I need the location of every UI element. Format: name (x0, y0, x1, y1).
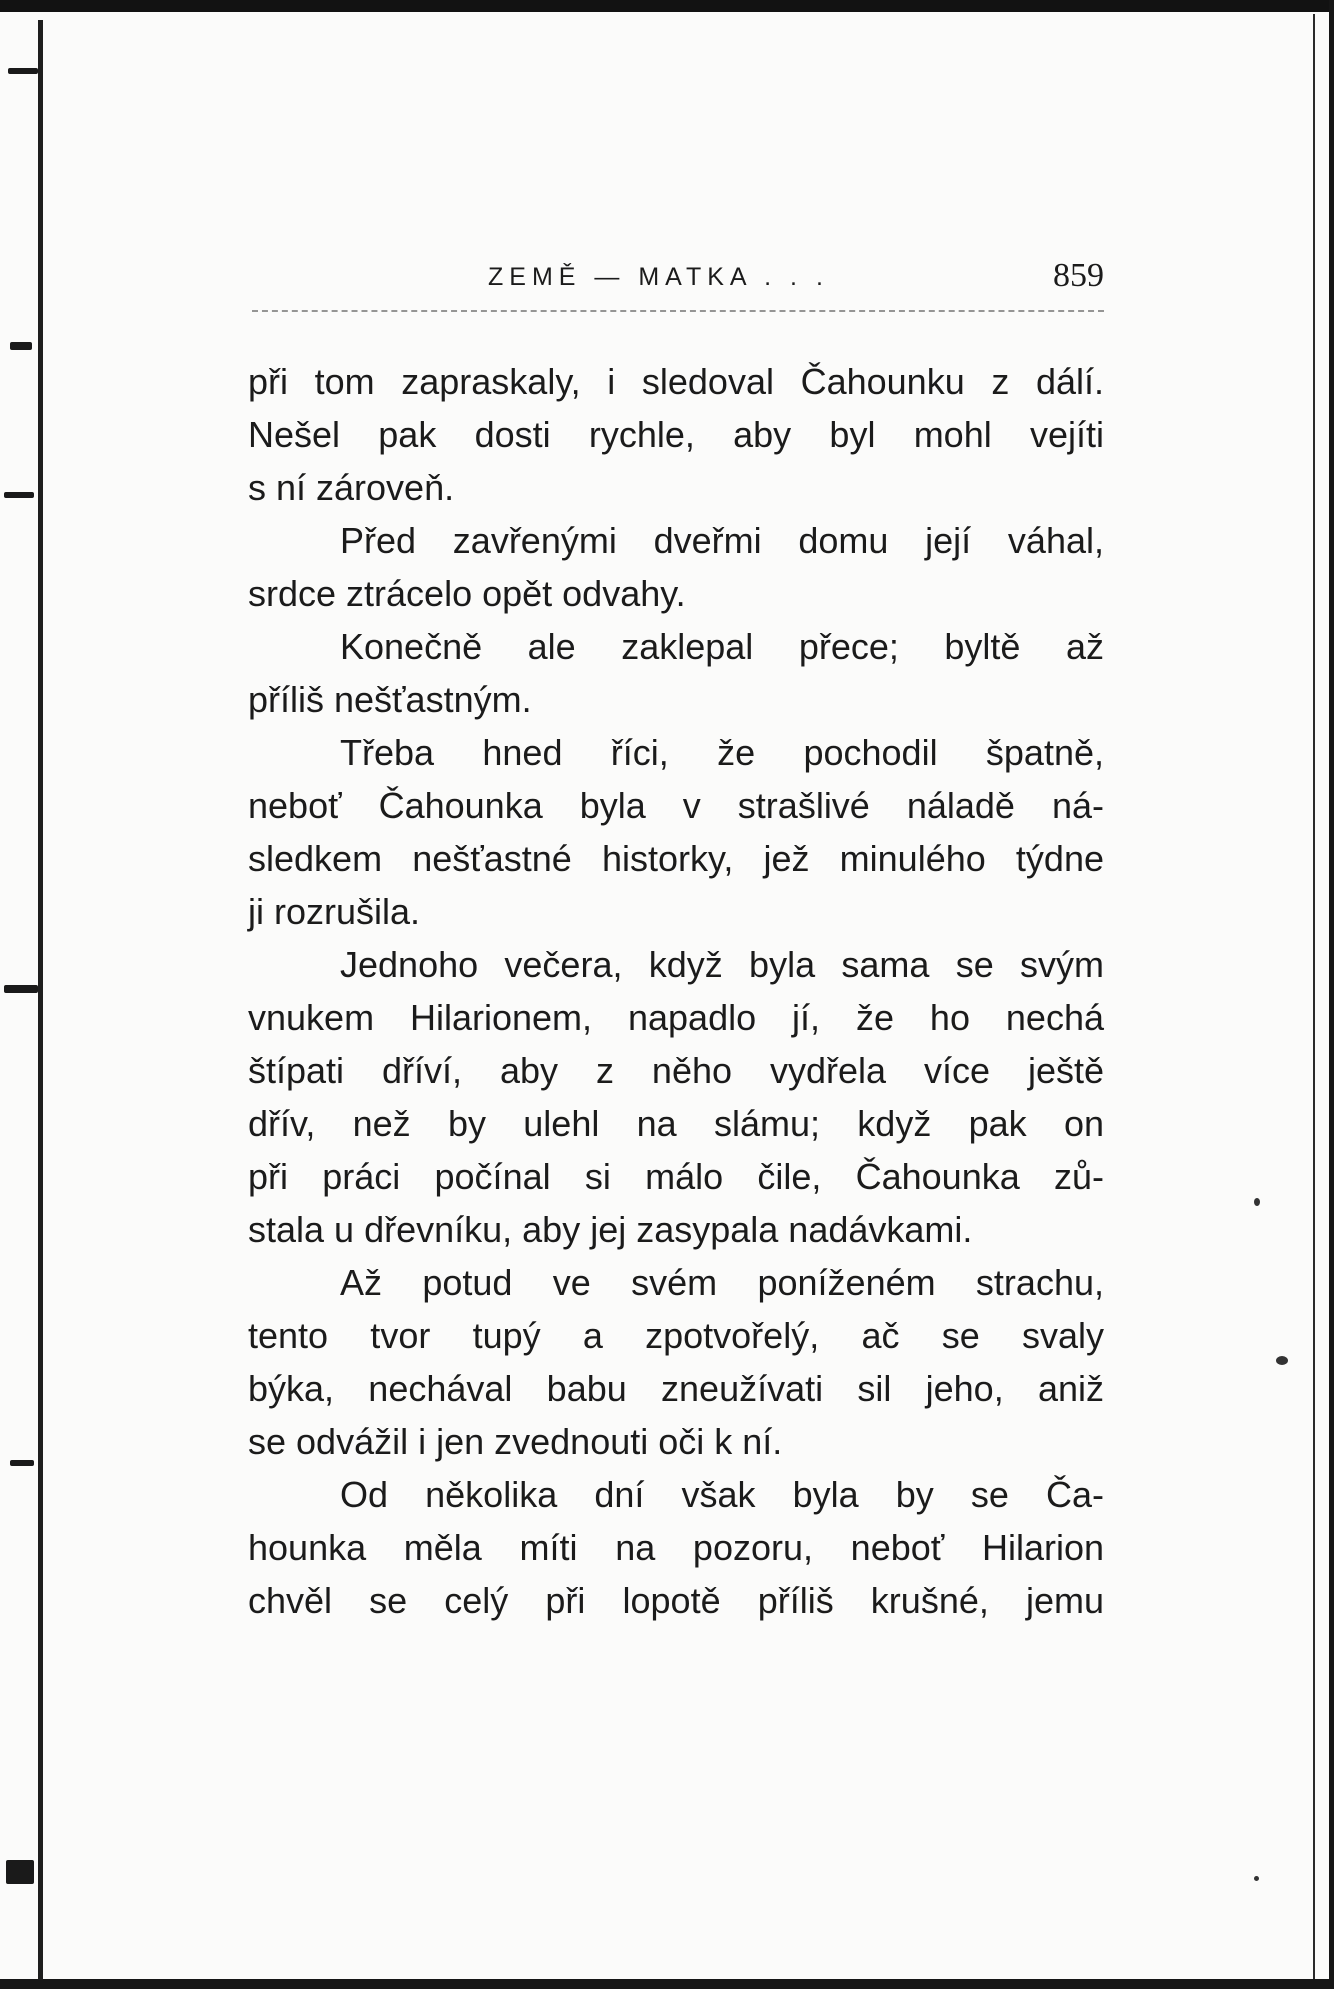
scan-speck (1254, 1876, 1259, 1881)
binding-mark (10, 342, 32, 350)
text-line: vnukem Hilarionem, napadlo jí, že ho nechá (248, 997, 1104, 1038)
paragraph (248, 620, 1104, 726)
text-line: štípati dříví, aby z něho vydřela více ještě (248, 1050, 1104, 1091)
text-line: býka, nechával babu zneužívati sil jeho, aniž (248, 1368, 1104, 1409)
text-line: Až potud ve svém poníženém strachu, (340, 1262, 1104, 1303)
text-line: s ní zároveň. (248, 467, 455, 508)
scan-right-border (1329, 0, 1334, 1989)
binding-mark (6, 1860, 34, 1884)
text-line: při práci počínal si málo čile, Čahounka zů- (248, 1156, 1104, 1197)
text-line: ji rozrušila. (248, 891, 421, 932)
paragraph (248, 514, 1104, 620)
text-line: sledkem nešťastné historky, jež minulého týdne (248, 838, 1104, 879)
text-line: tento tvor tupý a zpotvořelý, ač se svaly (248, 1315, 1104, 1356)
running-head (252, 255, 1104, 305)
text-line: Konečně ale zaklepal přece; byltě až (340, 626, 1104, 667)
scan-top-border (0, 0, 1334, 12)
scan-speck (1276, 1356, 1288, 1365)
text-line: Jednoho večera, když byla sama se svým (340, 944, 1104, 985)
text-line: stala u dřevníku, aby jej zasypala nadávkami. (248, 1209, 973, 1250)
text-line: dřív, než by ulehl na slámu; když pak on (248, 1103, 1104, 1144)
binding-mark (10, 1460, 34, 1466)
scan-left-binding-edge (38, 20, 43, 1980)
paragraph (248, 726, 1104, 938)
text-line: Od několika dní však byla by se Ča- (340, 1474, 1104, 1515)
text-line: Třeba hned říci, že pochodil špatně, (340, 732, 1104, 773)
scan-bottom-border (0, 1979, 1334, 1989)
page-number: 859 (1053, 257, 1104, 294)
text-line: při tom zapraskaly, i sledoval Čahounku z dálí. (248, 361, 1104, 402)
paragraph (248, 1256, 1104, 1468)
text-line: příliš nešťastným. (248, 679, 532, 720)
text-line: Před zavřenými dveřmi domu její váhal, (340, 520, 1104, 561)
text-line: srdce ztrácelo opět odvahy. (248, 573, 686, 614)
text-line: hounka měla míti na pozoru, neboť Hilarion (248, 1527, 1104, 1568)
binding-mark (4, 492, 34, 498)
text-line: chvěl se celý při lopotě příliš krušné, jemu (248, 1580, 1104, 1621)
binding-mark (4, 985, 38, 993)
scan-inner-right-rule (1313, 14, 1315, 1979)
binding-mark (8, 68, 38, 74)
paragraph (248, 938, 1104, 1256)
body-text (248, 355, 1104, 1627)
scan-speck (1254, 1198, 1260, 1206)
running-head-title: ZEMĚ — MATKA . . . (488, 263, 829, 291)
text-line: Nešel pak dosti rychle, aby byl mohl vejíti (248, 414, 1104, 455)
paragraph (248, 1468, 1104, 1627)
text-line: neboť Čahounka byla v strašlivé náladě ná- (248, 785, 1104, 826)
running-head-rule (252, 310, 1104, 313)
paragraph (248, 355, 1104, 514)
text-line: se odvážil i jen zvednouti oči k ní. (248, 1421, 783, 1462)
